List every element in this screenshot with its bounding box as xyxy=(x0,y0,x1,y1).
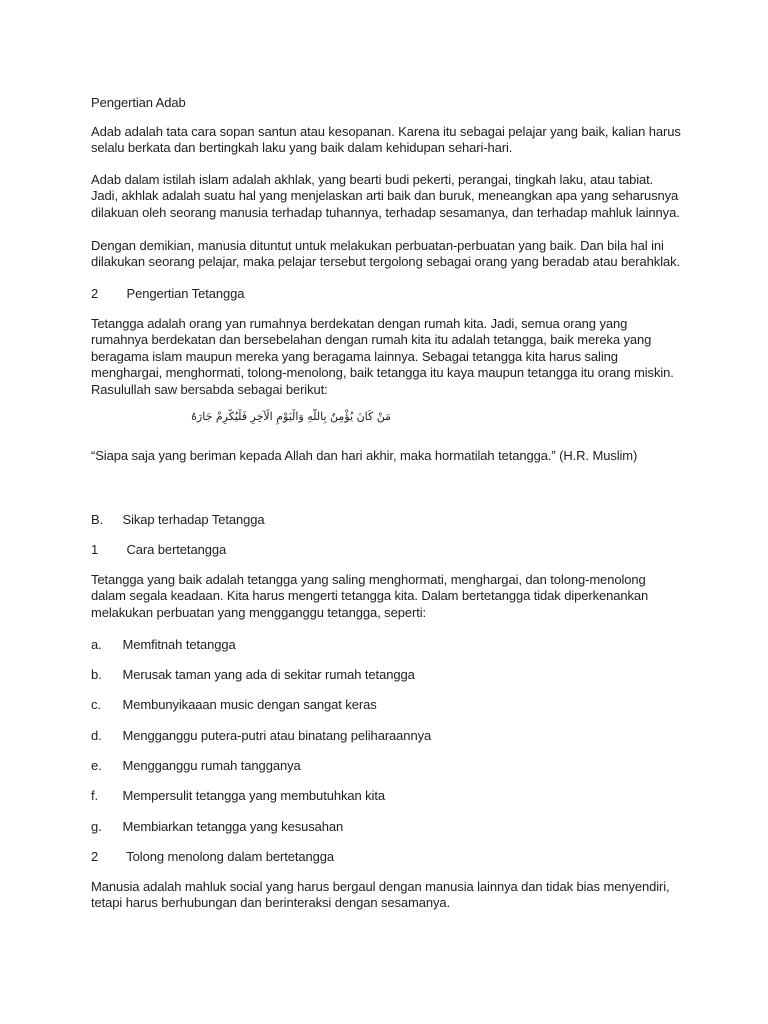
list-item-letter: e. xyxy=(91,758,102,773)
list-item-letter: g. xyxy=(91,819,102,834)
heading-number: 2 xyxy=(91,286,99,301)
list-item xyxy=(91,819,343,835)
section-title: Sikap terhadap Tetangga xyxy=(122,512,265,527)
list-item-letter: b. xyxy=(91,667,102,682)
paragraph-text: Tetangga yang baik adalah tetangga yang saling menghormati, menghargai, dan tolong-menolong dalam segala keadaan. Kita harus mengerti tetangga kita. Dalam bertetangga tidak diperkenankan melakukan perbuatan yang mengganggu tetangga, seperti: xyxy=(91,572,649,620)
list-item xyxy=(91,788,385,804)
list-item xyxy=(91,758,301,774)
paragraph-text: Adab adalah tata cara sopan santun atau kesopanan. Karena itu sebagai pelajar yang baik, kalian harus selalu berkata dan bertingkah laku yang baik dalam kehidupan sehari-hari. xyxy=(91,124,681,156)
paragraph-adab-definition xyxy=(91,124,681,157)
paragraph-tolong-menolong xyxy=(91,879,681,912)
paragraph-text: Tetangga adalah orang yan rumahnya berdekatan dengan rumah kita. Jadi, semua orang yang rumahnya berdekatan dan bersebelahan dengan rumah kita itu adalah tetangga, baik mereka yang beragama islam maupun mereka yang beragama lainnya. Sebagai tetangga kita harus saling menghargai, menghormati, tolong-menolong, baik tetangga itu kaya maupun tetangga itu orang miskin. Rasulullah saw bersabda sebagai berikut: xyxy=(91,316,674,397)
heading-tolong-menolong xyxy=(91,849,334,865)
list-item-text: Mengganggu putera-putri atau binatang peliharaannya xyxy=(122,728,432,743)
arabic-hadith-text: مَنْ كَانَ يُؤْمِنُ بِاللَّهِ وَالْيَوْمِ الْآخِرِ فَلْيُكْرِمْ جَارَهُ xyxy=(191,410,391,423)
list-item xyxy=(91,667,415,683)
list-item-text: Mengganggu rumah tangganya xyxy=(122,758,301,773)
list-item-text: Membunyikaaan music dengan sangat keras xyxy=(122,697,377,712)
paragraph-cara-bertetangga xyxy=(91,572,681,621)
list-item-text: Membiarkan tetangga yang kesusahan xyxy=(122,819,344,834)
paragraph-text: Dengan demikian, manusia dituntut untuk melakukan perbuatan-perbuatan yang baik. Dan bila hal ini dilakukan seorang pelajar, maka pelajar tersebut tergolong sebagai orang yang beradab atau berahklak. xyxy=(91,238,681,270)
heading-text: Pengertian Tetangga xyxy=(126,286,245,301)
list-item-letter: d. xyxy=(91,728,102,743)
list-item xyxy=(91,697,377,713)
paragraph-tetangga-definition xyxy=(91,316,681,398)
heading-number: 2 xyxy=(91,849,99,864)
heading-pengertian-adab: Pengertian Adab xyxy=(91,95,186,110)
list-item xyxy=(91,637,236,653)
paragraph-text: Manusia adalah mahluk social yang harus bergaul dengan manusia lainnya dan tidak bias menyendiri, tetapi harus berhubungan dan berinteraksi dengan sesamanya. xyxy=(91,879,670,911)
list-item-letter: f. xyxy=(91,788,99,803)
paragraph-adab-islam xyxy=(91,172,681,221)
list-item-text: Mempersulit tetangga yang membutuhkan kita xyxy=(122,788,385,803)
heading-text: Cara bertetangga xyxy=(126,542,227,557)
heading-pengertian-tetangga xyxy=(91,286,244,302)
list-item-text: Merusak taman yang ada di sekitar rumah tetangga xyxy=(122,667,415,682)
section-label: B. xyxy=(91,512,104,527)
list-item-letter: a. xyxy=(91,637,102,652)
list-item-text: Memfitnah tetangga xyxy=(122,637,236,652)
hadith-translation: “Siapa saja yang beriman kepada Allah dan hari akhir, maka hormatilah tetangga.” (H.R. Muslim) xyxy=(91,448,638,463)
heading-number: 1 xyxy=(91,542,99,557)
paragraph-adab-conclusion xyxy=(91,238,681,271)
list-item-letter: c. xyxy=(91,697,101,712)
list-item xyxy=(91,728,431,744)
heading-sikap-terhadap-tetangga xyxy=(91,512,265,528)
paragraph-text: Adab dalam istilah islam adalah akhlak, yang bearti budi pekerti, perangai, tingkah laku, atau tabiat. Jadi, akhlak adalah suatu hal yang menjelaskan arti baik dan buruk, meneangkan apa yang seharusnya dilakuan oleh seorang manusia terhadap tuhannya, terhadap sesamanya, dan terhadap mahluk lainnya. xyxy=(91,172,680,220)
heading-text: Tolong menolong dalam bertetangga xyxy=(126,849,335,864)
heading-cara-bertetangga xyxy=(91,542,226,558)
